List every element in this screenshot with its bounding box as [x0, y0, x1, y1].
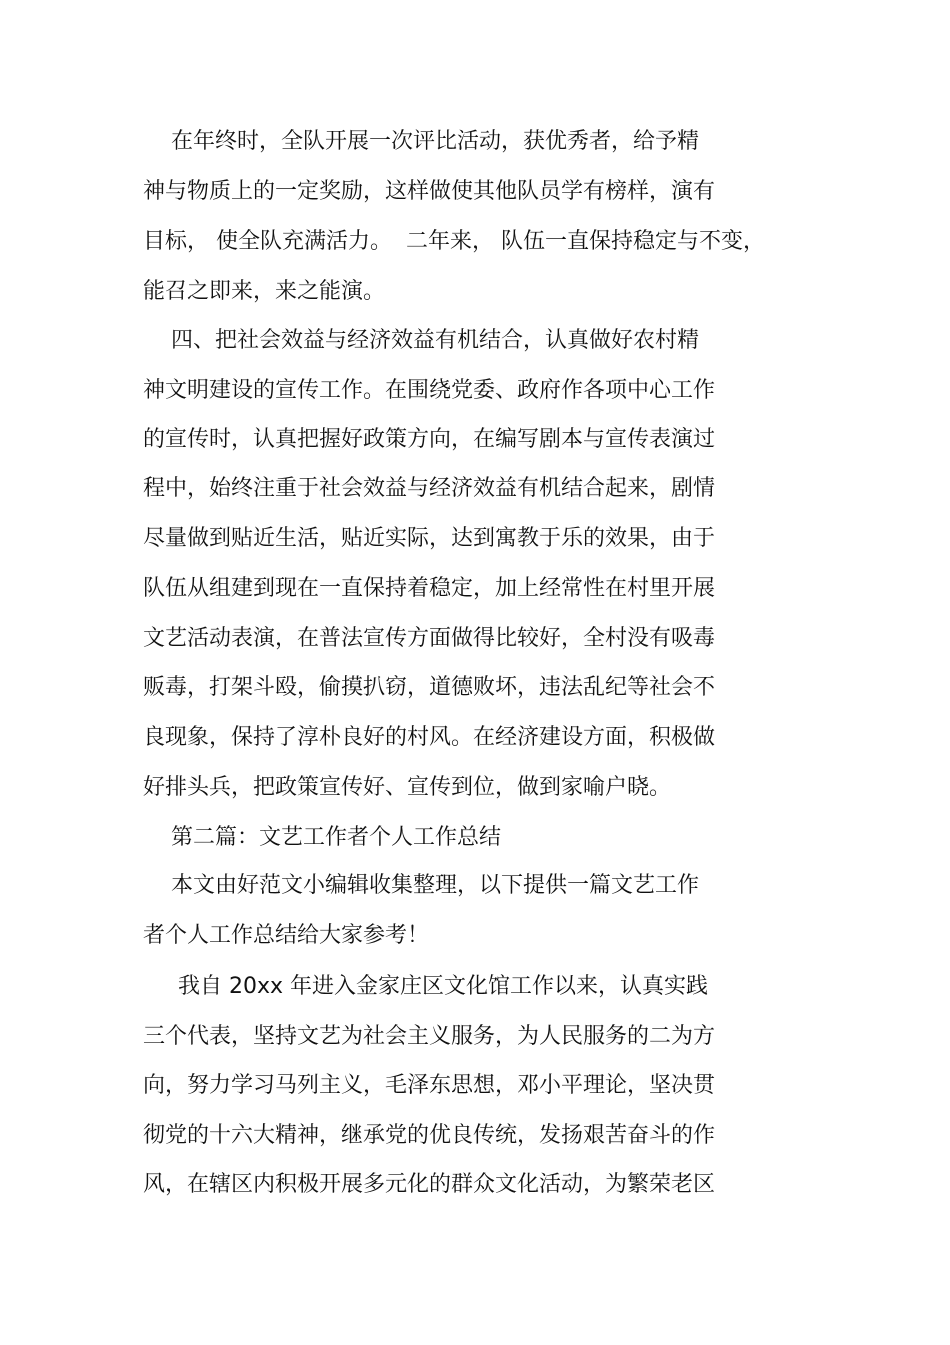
text-line: 向，努力学习马列主义，毛泽东思想，邓小平理论，坚决贯	[143, 1073, 716, 1098]
text-line: 能召之即来，来之能演。	[143, 279, 386, 304]
text-line: 好排头兵，把政策宣传好、宣传到位，做到家喻户晓。	[143, 775, 672, 800]
section-heading: 第二篇：文艺工作者个人工作总结	[143, 825, 501, 850]
text-line: 者个人工作总结给大家参考！	[143, 923, 430, 948]
text-line: 彻党的十六大精神，继承党的优良传统，发扬艰苦奋斗的作	[143, 1123, 716, 1148]
text-line: 四、把社会效益与经济效益有机结合，认真做好农村精	[143, 328, 699, 353]
text-line: 程中，始终注重于社会效益与经济效益有机结合起来，剧情	[143, 476, 716, 501]
text-line: 神与物质上的一定奖励，这样做使其他队员学有榜样，演有	[143, 179, 716, 204]
text-line: 在年终时，全队开展一次评比活动，获优秀者，给予精	[143, 129, 699, 154]
text-line: 三个代表，坚持文艺为社会主义服务，为人民服务的二为方	[143, 1024, 716, 1049]
text-line: 贩毒，打架斗殴，偷摸扒窃，道德败坏，违法乱纪等社会不	[143, 675, 716, 700]
text-line: 神文明建设的宣传工作。在围绕党委、政府作各项中心工作	[143, 378, 716, 403]
text-line: 文艺活动表演，在普法宣传方面做得比较好，全村没有吸毒	[143, 626, 716, 651]
text-line: 我自 20xx 年进入金家庄区文化馆工作以来，认真实践	[143, 974, 708, 999]
text-line: 良现象，保持了淳朴良好的村风。在经济建设方面，积极做	[143, 725, 716, 750]
text-line: 队伍从组建到现在一直保持着稳定，加上经常性在村里开展	[143, 576, 716, 601]
text-line: 的宣传时，认真把握好政策方向，在编写剧本与宣传表演过	[143, 427, 716, 452]
text-line: 目标， 使全队充满活力。 二年来， 队伍一直保持稳定与不变，	[143, 229, 765, 254]
text-line: 风，在辖区内积极开展多元化的群众文化活动，为繁荣老区	[143, 1172, 716, 1197]
text-line: 本文由好范文小编辑收集整理，以下提供一篇文艺工作	[143, 873, 699, 898]
text-line: 尽量做到贴近生活，贴近实际，达到寓教于乐的效果，由于	[143, 526, 716, 551]
